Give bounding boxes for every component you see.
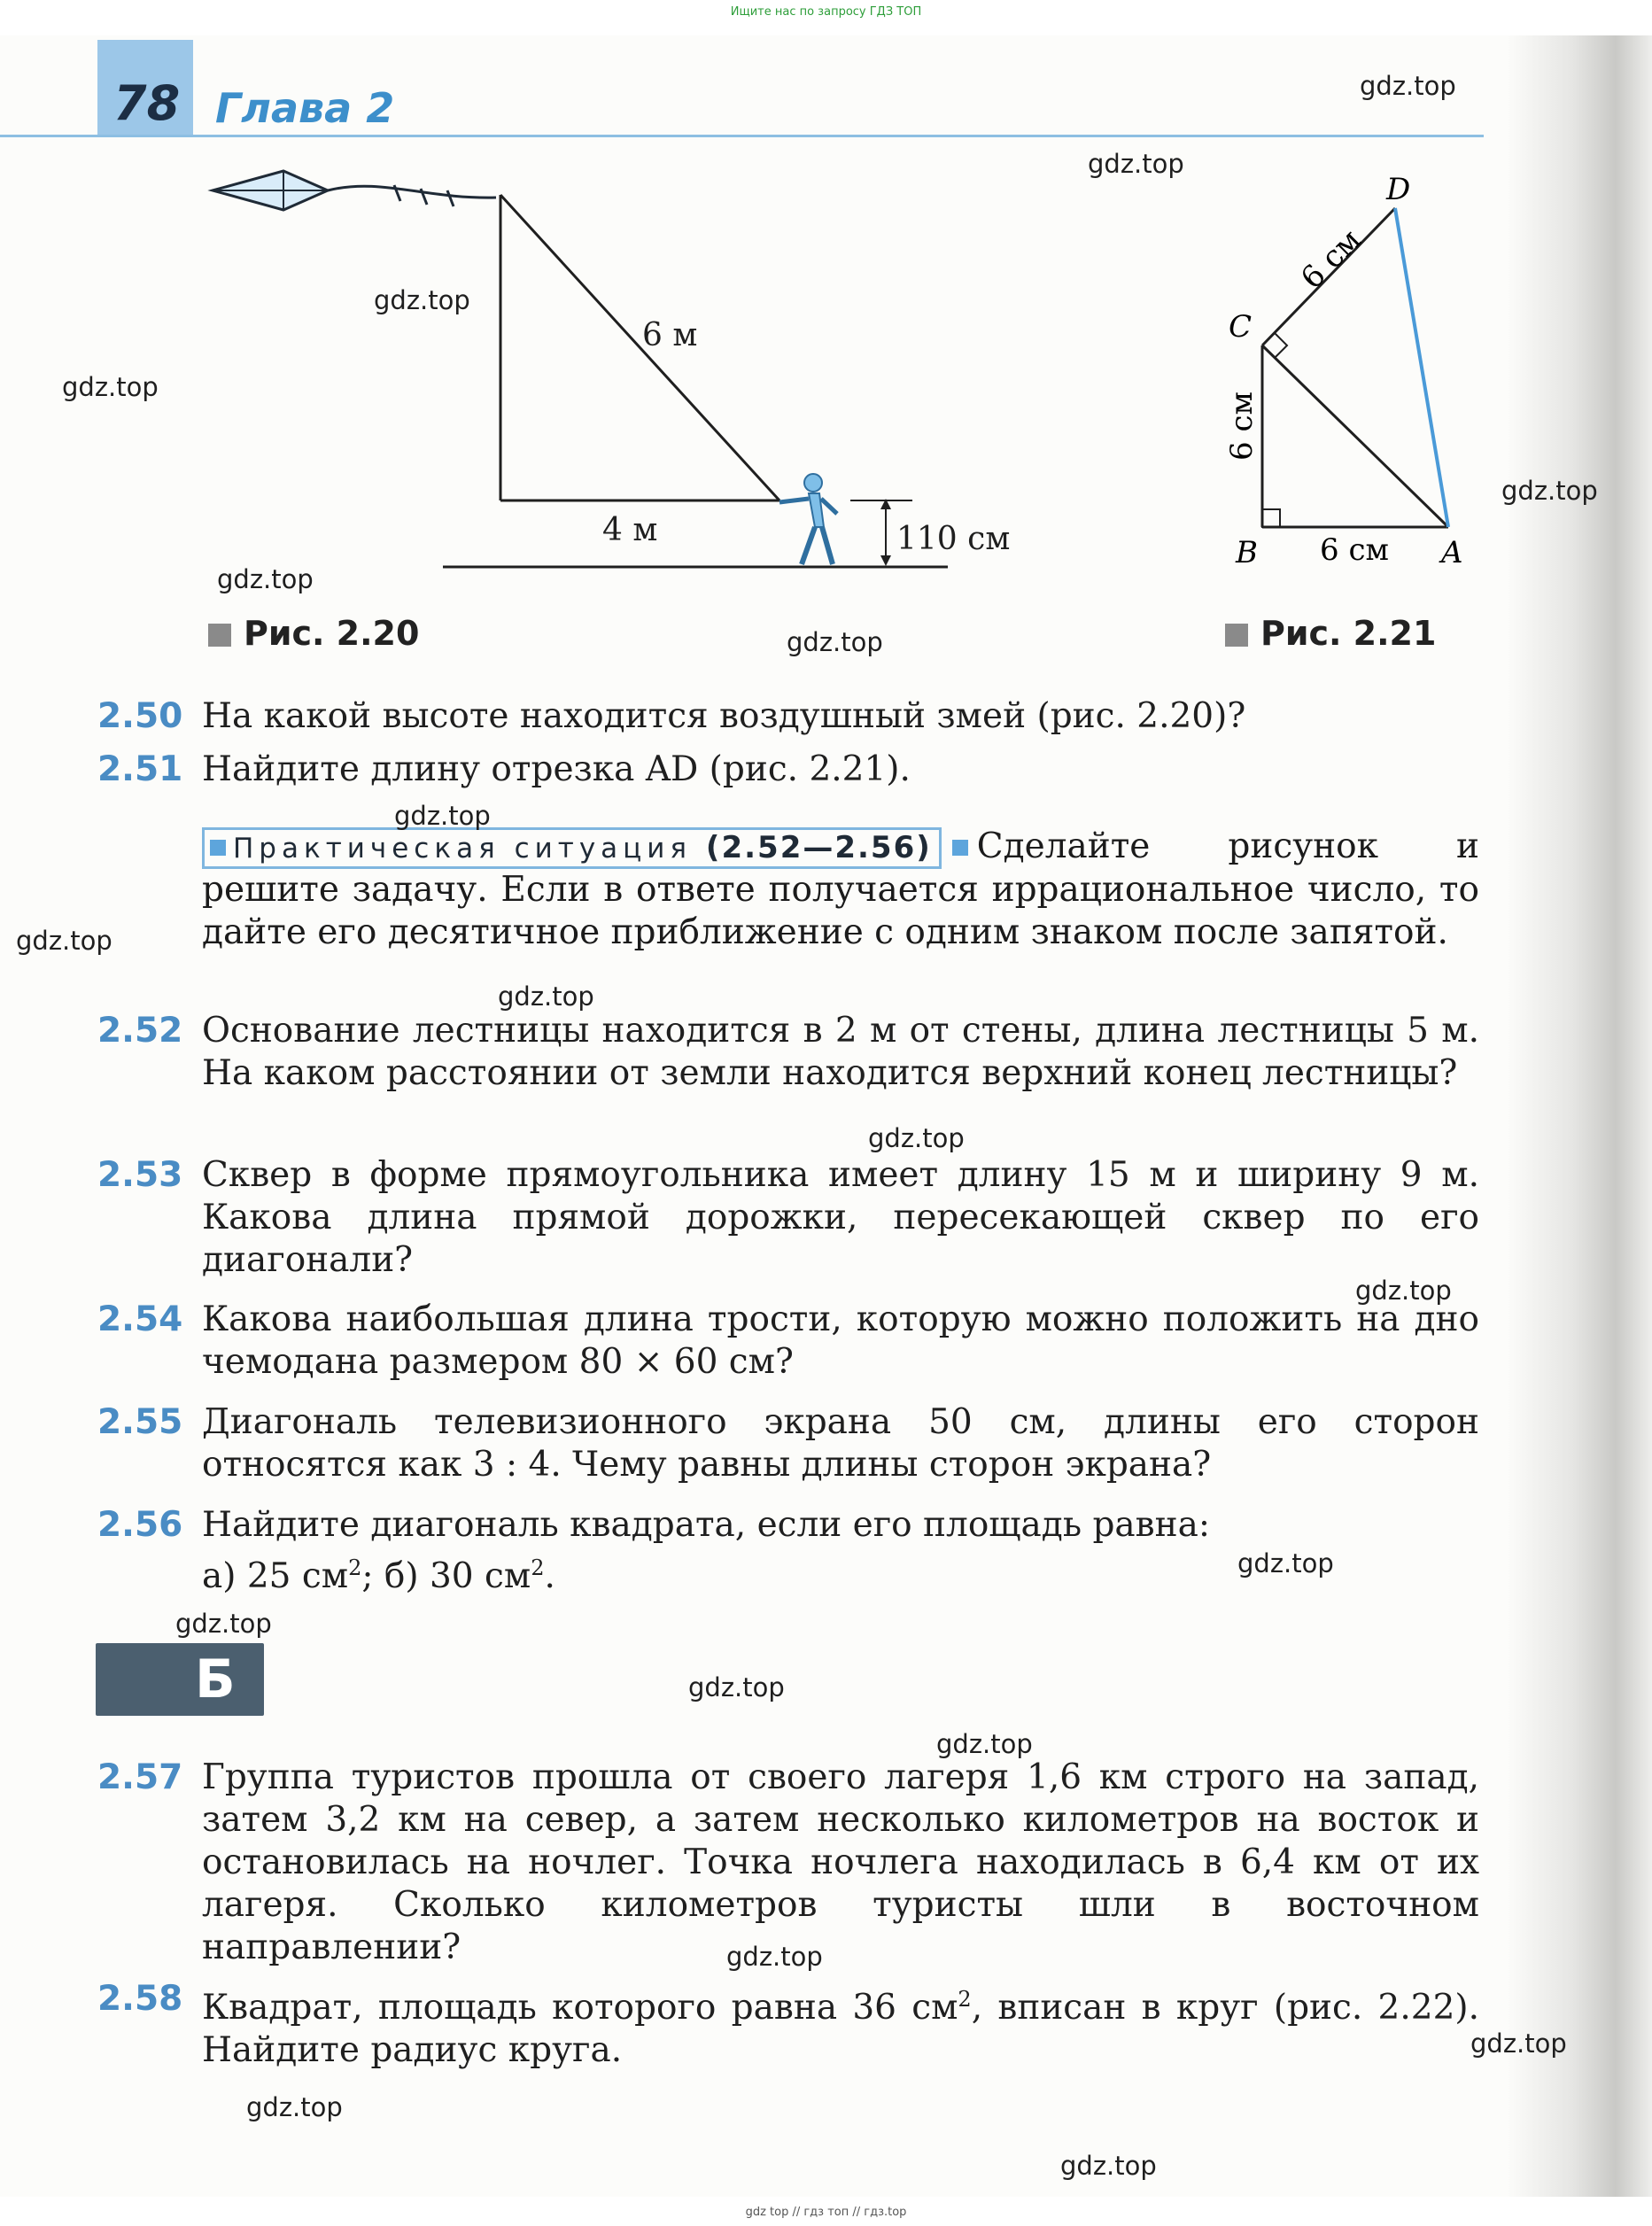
practical-label: Практическая ситуация — [233, 833, 693, 865]
header-rule — [0, 135, 1484, 137]
task-number: 2.51 — [97, 749, 183, 789]
task-2-50 — [97, 695, 1479, 738]
label-110cm: 110 см — [896, 521, 1011, 557]
task-2-56-part-b: ; б) 30 см — [361, 1556, 531, 1596]
page-number: 78 — [113, 75, 181, 131]
watermark: gdz.top — [394, 801, 491, 831]
top-note: Ищите нас по запросу ГДЗ ТОП — [730, 5, 922, 19]
task-text — [202, 1978, 1479, 2072]
label-A: A — [1441, 535, 1463, 570]
kite-string-line — [500, 195, 779, 500]
task-2-51 — [97, 748, 1479, 791]
task-2-56-end: . — [544, 1556, 555, 1596]
watermark: gdz.top — [868, 1123, 965, 1153]
caption-2-20-text: Рис. 2.20 — [244, 614, 420, 653]
practical-text: Сделайте рисунок и решите задачу. Если в ответе получается иррациональное число, то дайте его десятичное приближение с одним знаком после запятой. — [202, 826, 1479, 952]
watermark: gdz.top — [1355, 1276, 1452, 1306]
practical-label-box — [202, 827, 942, 869]
task-2-52 — [97, 1010, 1479, 1095]
task-2-58-before: Квадрат, площадь которого равна 36 см — [202, 1988, 958, 2028]
segment-CA — [1262, 345, 1448, 527]
watermark: gdz.top — [62, 372, 159, 402]
watermark: gdz.top — [1360, 71, 1456, 101]
task-text: Основание лестницы находится в 2 м от стены, длина лестницы 5 м. На каком расстоянии от земли находится верхний конец лестницы? — [202, 1011, 1479, 1093]
right-angle-B — [1262, 509, 1280, 527]
task-2-55 — [97, 1401, 1479, 1486]
task-text: Найдите длину отрезка AD (рис. 2.21). — [202, 749, 911, 789]
section-b-badge — [96, 1643, 264, 1716]
watermark: gdz.top — [16, 926, 112, 956]
watermark: gdz.top — [374, 285, 470, 315]
label-B: B — [1236, 535, 1258, 570]
right-angle-C — [1275, 333, 1287, 358]
task-text: Группа туристов прошла от своего лагеря 1,6 км строго на запад, затем 3,2 км на север, а затем несколько километров на восток и остановилась на ночлег. Точка ночлега находилась в 6,4 км от их лагеря. Сколько километров туристы шли в восточном направлении? — [202, 1757, 1479, 1967]
superscript: 2 — [348, 1555, 362, 1580]
task-number: 2.57 — [97, 1757, 183, 1797]
task-number: 2.56 — [97, 1505, 183, 1545]
watermark: gdz.top — [498, 981, 594, 1012]
practical-range: (2.52—2.56) — [705, 830, 932, 865]
task-text: На какой высоте находится воздушный змей (рис. 2.20)? — [202, 696, 1246, 736]
watermark: gdz.top — [1501, 476, 1598, 506]
superscript: 2 — [531, 1555, 545, 1580]
segment-AD — [1395, 208, 1448, 527]
task-2-56-main: Найдите диагональ квадрата, если его площадь равна: — [202, 1505, 1211, 1545]
label-C: C — [1229, 309, 1253, 345]
task-number: 2.58 — [97, 1979, 183, 2019]
label-BC-length: 6 см — [1224, 392, 1260, 461]
watermark: gdz.top — [175, 1609, 272, 1639]
caption-2-20 — [208, 614, 419, 653]
task-text: Сквер в форме прямоугольника имеет длину 15 м и ширину 9 м. Какова длина прямой дорожки, пересекающей сквер по его диагонали? — [202, 1155, 1479, 1280]
label-BA-length: 6 см — [1320, 532, 1389, 568]
task-text: Какова наибольшая длина трости, которую можно положить на дно чемодана размером 80 × 60 см? — [202, 1299, 1479, 1382]
task-2-57 — [97, 1757, 1479, 1969]
task-number: 2.53 — [97, 1155, 183, 1195]
caption-square-icon — [208, 624, 231, 647]
task-number: 2.55 — [97, 1402, 183, 1442]
watermark: gdz.top — [217, 564, 314, 594]
figure-2-20 — [204, 155, 1011, 589]
watermark: gdz.top — [1237, 1548, 1334, 1578]
section-b-letter: Б — [195, 1648, 236, 1710]
practical-marker-icon — [952, 840, 968, 856]
bottom-note: gdz top // гдз топ // гдз.top — [745, 2206, 907, 2219]
task-number: 2.52 — [97, 1011, 183, 1051]
chapter-title: Глава 2 — [215, 84, 395, 132]
task-2-56-part-a: а) 25 см — [202, 1556, 349, 1596]
task-number: 2.50 — [97, 696, 183, 736]
figure-2-21 — [1209, 159, 1493, 576]
watermark: gdz.top — [1088, 149, 1184, 179]
practical-situation — [202, 826, 1479, 954]
caption-2-21 — [1225, 614, 1436, 653]
watermark: gdz.top — [787, 627, 883, 657]
watermark: gdz.top — [246, 2092, 343, 2122]
label-4m: 4 м — [602, 512, 658, 548]
caption-square-icon — [1225, 624, 1248, 647]
page-spine-shadow — [1506, 35, 1652, 2197]
task-2-53 — [97, 1154, 1479, 1282]
person-icon — [779, 474, 837, 564]
watermark: gdz.top — [726, 1942, 823, 1972]
label-CD-length: 6 см — [1294, 221, 1369, 297]
watermark: gdz.top — [1470, 2028, 1567, 2059]
watermark: gdz.top — [936, 1729, 1033, 1759]
task-text: Диагональ телевизионного экрана 50 см, длины его сторон относятся как 3 : 4. Чему равны длины сторон экрана? — [202, 1402, 1479, 1485]
watermark: gdz.top — [1060, 2151, 1157, 2181]
task-2-58 — [97, 1978, 1479, 2072]
superscript: 2 — [958, 1987, 972, 2012]
watermark: gdz.top — [688, 1672, 785, 1702]
task-2-54 — [97, 1299, 1479, 1384]
task-2-58-after: , вписан в круг (рис. 2.22). Найдите радиус круга. — [202, 1988, 1479, 2070]
kite-icon — [213, 171, 496, 210]
caption-2-21-text: Рис. 2.21 — [1260, 614, 1437, 653]
label-6m: 6 м — [642, 317, 698, 353]
task-number: 2.54 — [97, 1299, 183, 1339]
label-D: D — [1386, 172, 1411, 207]
